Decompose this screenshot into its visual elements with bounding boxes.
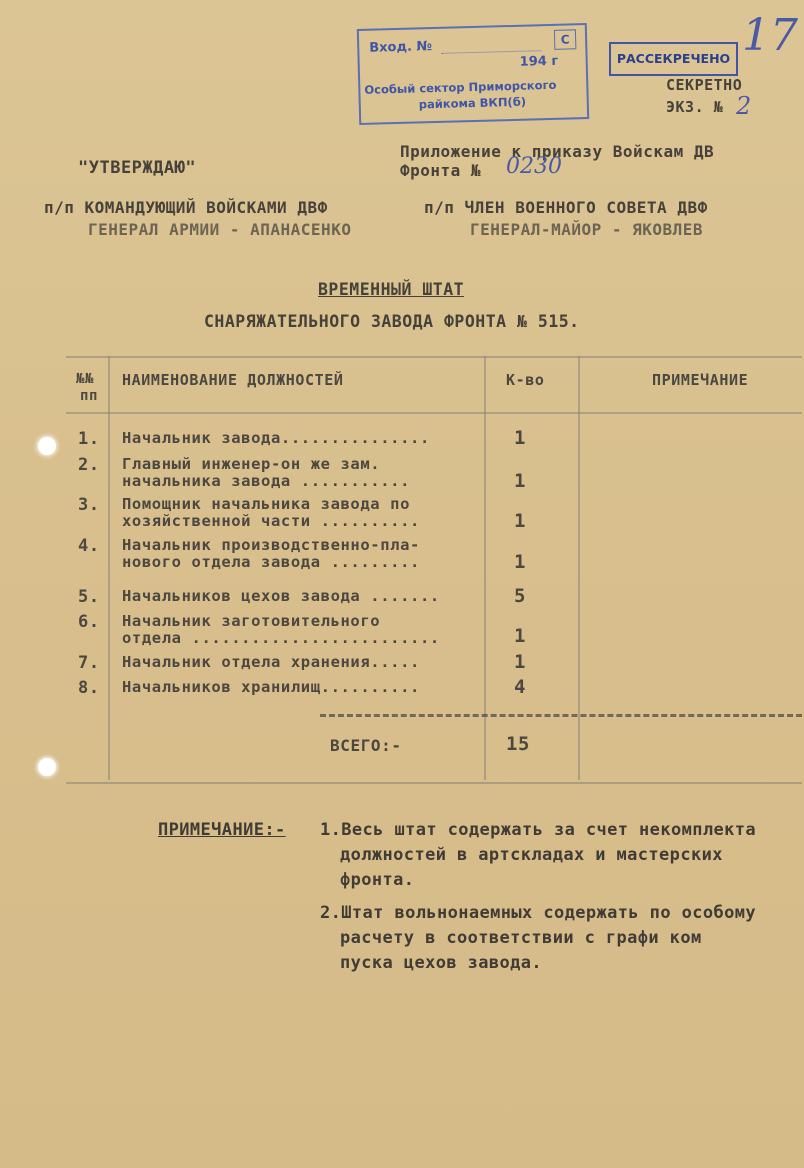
incoming-stamp-underline	[441, 50, 541, 54]
secrecy-label: СЕКРЕТНО	[666, 76, 743, 94]
table-border-bottom	[66, 782, 802, 784]
table-total-rule	[320, 714, 802, 717]
table-header-number: №№	[76, 371, 95, 387]
row-position-line2: нового отдела завода .........	[122, 553, 420, 571]
approval-heading: "УТВЕРЖДАЮ"	[78, 158, 197, 178]
punch-hole-bottom	[38, 758, 56, 776]
row-number: 3.	[78, 495, 100, 515]
row-position-line1: Начальников хранилищ..........	[122, 678, 420, 696]
row-count: 1	[514, 625, 527, 647]
note-2-line1: 2.Штат вольнонаемных содержать по особому	[320, 903, 757, 923]
document-subtitle: СНАРЯЖАТЕЛЬНОГО ЗАВОДА ФРОНТА № 515.	[204, 312, 580, 331]
note-1-line1: 1.Весь штат содержать за счет некомплекта	[320, 820, 757, 840]
signatory-1-line2: ГЕНЕРАЛ АРМИИ - АПАНАСЕНКО	[88, 220, 352, 239]
appendix-order-number: 0230	[506, 154, 562, 179]
document-title: ВРЕМЕННЫЙ ШТАТ	[318, 280, 465, 299]
signatory-1-line1: п/п КОМАНДУЮЩИЙ ВОЙСКАМИ ДВФ	[44, 198, 328, 217]
incoming-stamp-year: 194 г	[519, 53, 559, 70]
appendix-line1: Приложение к приказу Войскам ДВ	[400, 142, 715, 161]
copy-number: 2	[736, 92, 752, 120]
row-number: 4.	[78, 536, 100, 556]
signatory-2-line2: ГЕНЕРАЛ-МАЙОР - ЯКОВЛЕВ	[470, 220, 704, 239]
note-1-line2: должностей в артскладах и мастерских	[340, 845, 723, 865]
table-header-position: НАИМЕНОВАНИЕ ДОЛЖНОСТЕЙ	[122, 371, 344, 389]
row-count: 1	[514, 427, 527, 449]
signatory-2-line1: п/п ЧЛЕН ВОЕННОГО СОВЕТА ДВФ	[424, 198, 708, 217]
table-border-left	[108, 356, 110, 780]
row-position-line2: отдела .........................	[122, 629, 440, 647]
row-count: 1	[514, 551, 527, 573]
row-count: 1	[514, 510, 527, 532]
row-number: 8.	[78, 678, 100, 698]
note-1-line3: фронта.	[340, 870, 415, 890]
table-header-note: ПРИМЕЧАНИЕ	[652, 371, 749, 389]
row-count: 1	[514, 651, 527, 673]
row-count: 4	[514, 676, 527, 698]
incoming-stamp-dept-line1: Особый сектор Приморского	[364, 77, 557, 97]
row-position-line1: Начальник завода...............	[122, 429, 430, 447]
row-position-line1: Начальников цехов завода .......	[122, 587, 440, 605]
page-mark: 17	[742, 10, 798, 61]
incoming-stamp-label: Вход. №	[369, 39, 433, 56]
copy-label: ЭКЗ. №	[666, 98, 724, 116]
declassified-stamp: РАССЕКРЕЧЕНО	[609, 42, 738, 76]
total-value: 15	[506, 733, 531, 755]
row-position-line2: хозяйственной части ..........	[122, 512, 420, 530]
appendix-line2: Фронта №	[400, 161, 482, 180]
row-number: 6.	[78, 612, 100, 632]
row-position-line1: Начальник производственно-пла-	[122, 536, 420, 554]
table-header-count: К-во	[506, 371, 545, 389]
note-2-line3: пуска цехов завода.	[340, 953, 543, 973]
table-header-divider	[66, 412, 802, 414]
total-label: ВСЕГО:-	[330, 736, 402, 755]
incoming-stamp-dept-line2: райкома ВКП(б)	[418, 94, 527, 112]
row-position-line1: Начальник заготовительного	[122, 612, 381, 630]
row-position-line2: начальника завода ...........	[122, 472, 411, 490]
note-2-line2: расчету в соответствии с графи ком	[340, 928, 702, 948]
row-number: 5.	[78, 587, 100, 607]
row-number: 1.	[78, 429, 100, 449]
row-position-line1: Начальник отдела хранения.....	[122, 653, 420, 671]
row-number: 7.	[78, 653, 100, 673]
incoming-stamp-letter: С	[554, 29, 577, 50]
row-position-line1: Главный инженер-он же зам.	[122, 455, 381, 473]
punch-hole-top	[38, 437, 56, 455]
table-border-top	[66, 356, 802, 358]
table-header-number-pp: пп	[80, 388, 99, 404]
row-count: 1	[514, 470, 527, 492]
row-position-line1: Помощник начальника завода по	[122, 495, 411, 513]
row-number: 2.	[78, 455, 100, 475]
notes-label: ПРИМЕЧАНИЕ:-	[158, 820, 286, 840]
row-count: 5	[514, 585, 527, 607]
incoming-stamp	[357, 23, 589, 125]
